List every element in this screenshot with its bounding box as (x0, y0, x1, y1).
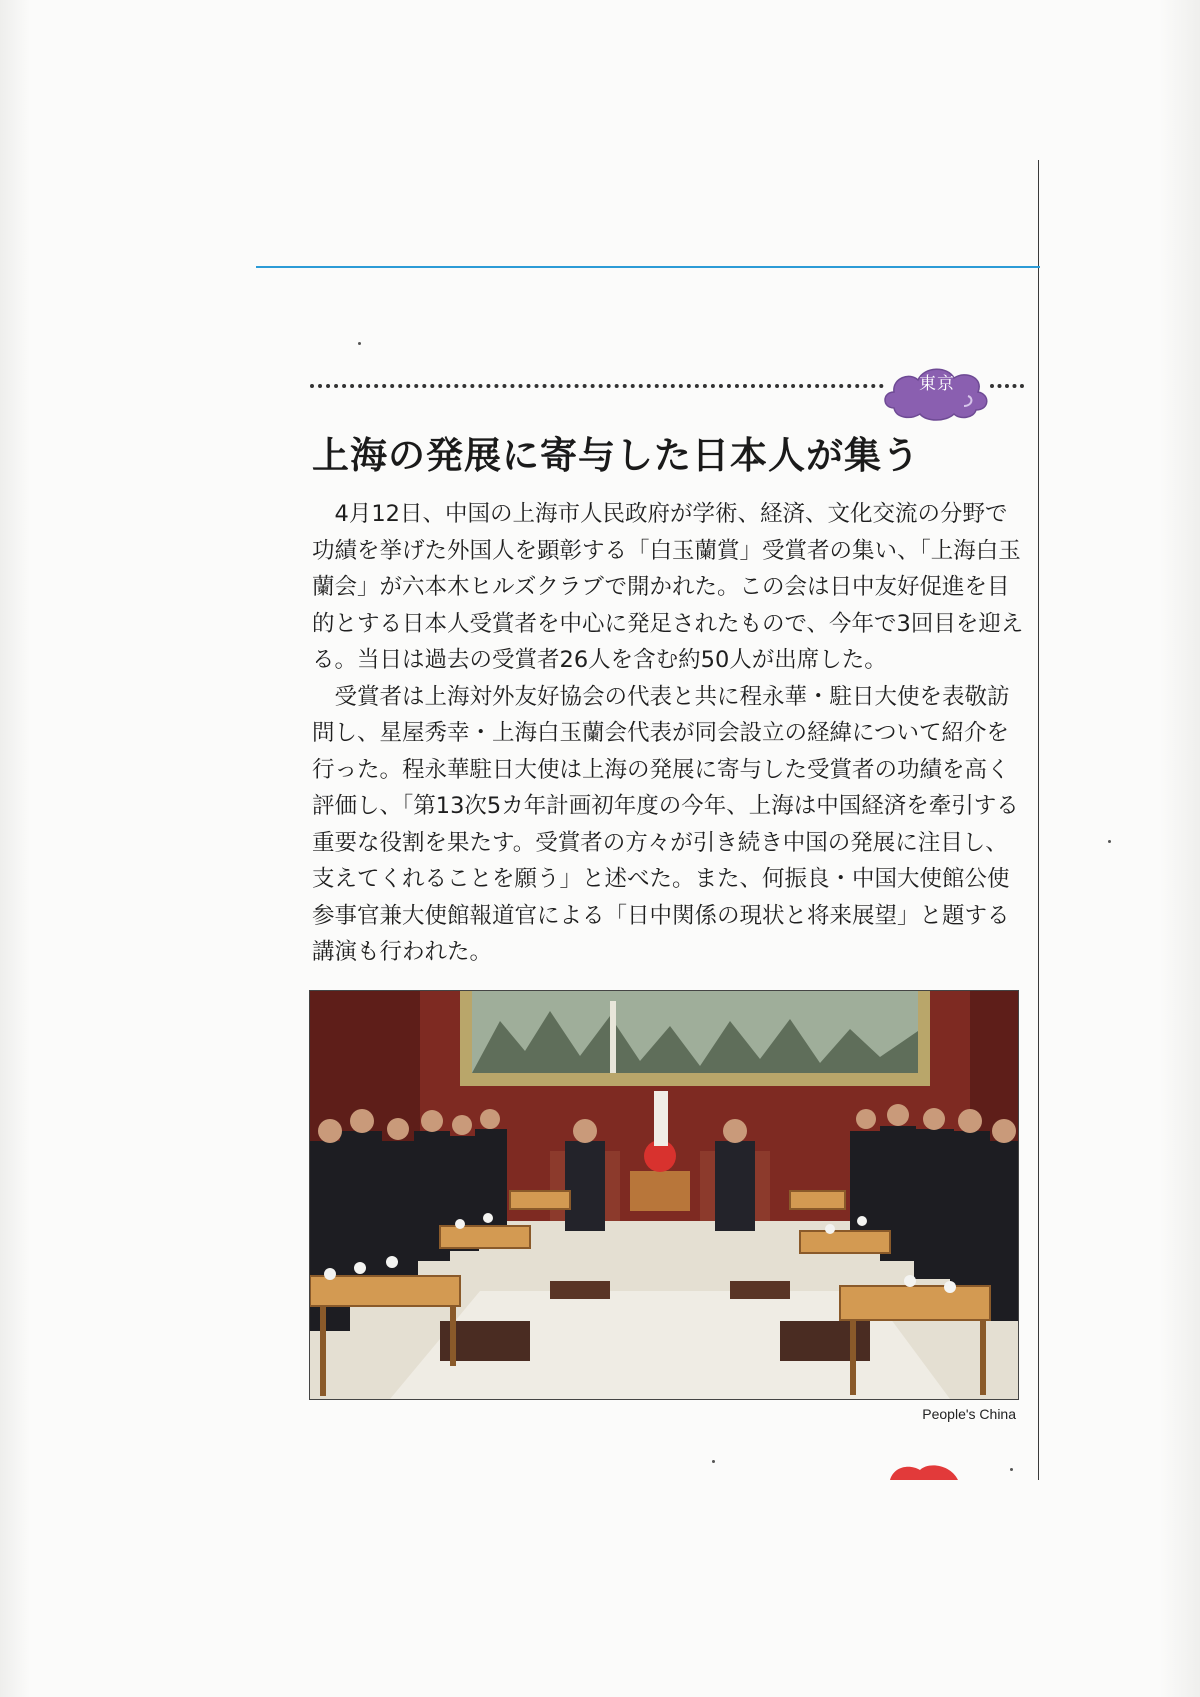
scan-speck (1108, 840, 1111, 843)
scan-speck (712, 1460, 715, 1463)
article-body (312, 496, 1024, 971)
page-edge-line (1038, 160, 1039, 1480)
top-rule (256, 266, 1040, 268)
paragraph-2: 受賞者は上海対外友好協会の代表と共に程永華・駐日大使を表敬訪問し、星屋秀幸・上海白玉蘭会代表が同会設立の経緯について紹介を行った。程永華駐日大使は上海の発展に寄与した受賞者の功績を高く評価し、「第13次5カ年計画初年度の今年、上海は中国経済を牽引する重要な役割を果たす。受賞者の方々が引き続き中国の発展に注目し、支えてくれることを願う」と述べた。また、何振良・中国大使館公使参事官兼大使館報道官による「日中関係の現状と将来展望」と題する講演も行われた。 (312, 683, 1019, 965)
red-decoration (888, 1462, 960, 1480)
scan-speck (358, 342, 361, 345)
section-tag: 東京 (919, 374, 955, 394)
meeting-photo (309, 990, 1019, 1400)
dotted-divider-tail (990, 384, 1024, 388)
scan-speck (1010, 1468, 1013, 1471)
photo-credit: People's China (922, 1406, 1016, 1422)
paragraph-1: 4月12日、中国の上海市人民政府が学術、経済、文化交流の分野で功績を挙げた外国人を顕彰する「白玉蘭賞」受賞者の集い、「上海白玉蘭会」が六本木ヒルズクラブで開かれた。この会は日中友好促進を目的とする日本人受賞者を中心に発足されたもので、今年で3回目を迎える。当日は過去の受賞者26人を含む約50人が出席した。 (312, 501, 1024, 673)
article-headline: 上海の発展に寄与した日本人が集う (312, 433, 920, 477)
dotted-divider (310, 384, 884, 388)
